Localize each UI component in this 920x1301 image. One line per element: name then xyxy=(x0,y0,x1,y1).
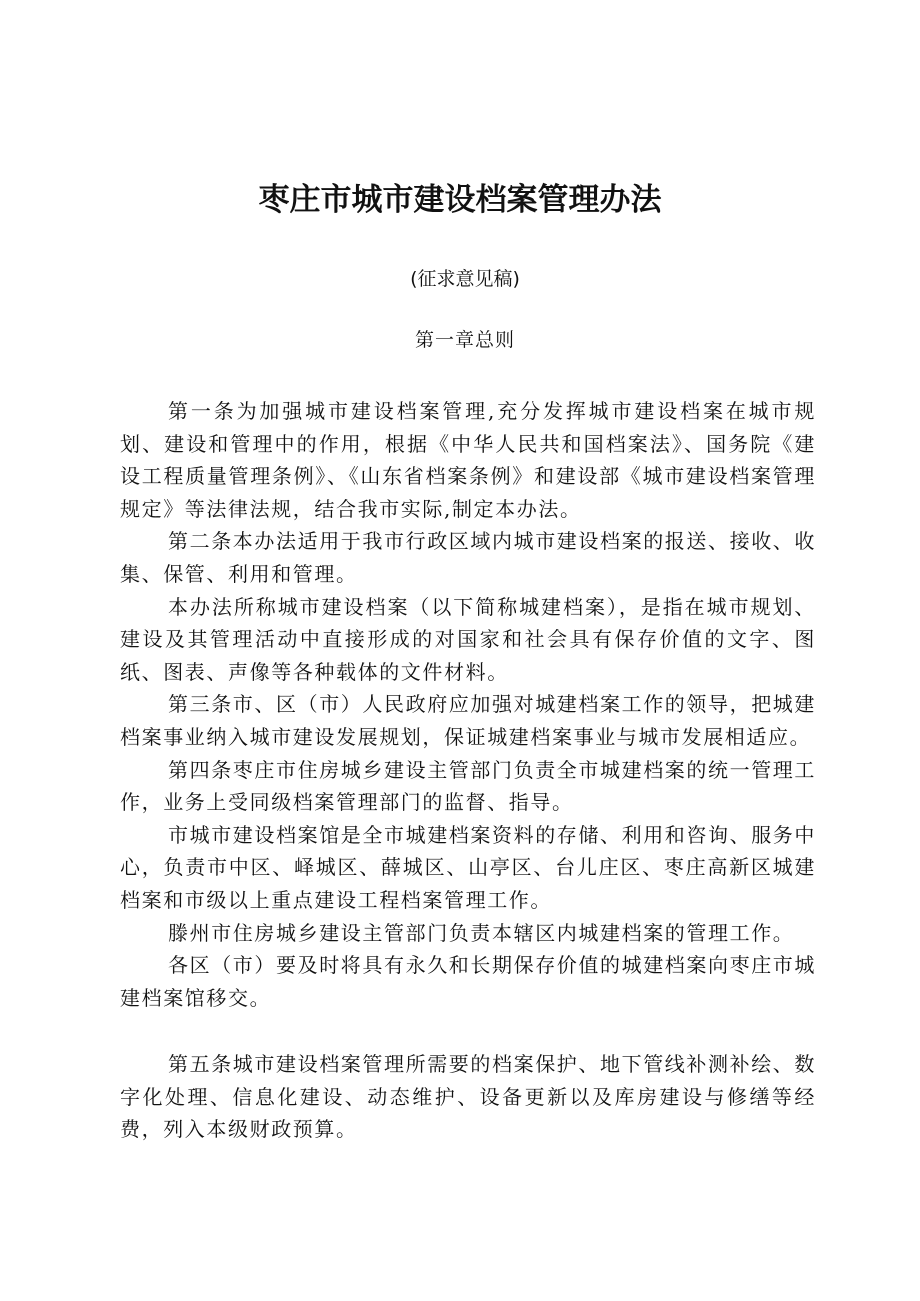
paragraph-article-3: 第三条市、区（市）人民政府应加强对城建档案工作的领导，把城建档案事业纳入城市建设发展规划，保证城建档案事业与城市发展相适应。 xyxy=(120,692,816,749)
paragraph-article-4: 第四条枣庄市住房城乡建设主管部门负责全市城建档案的统一管理工作，业务上受同级档案管理部门的监督、指导。 xyxy=(120,757,816,815)
document-body xyxy=(120,395,816,1146)
chapter-heading: 第一章总则 xyxy=(414,329,515,351)
paragraph-article-2: 第二条本办法适用于我市行政区域内城市建设档案的报送、接收、收集、保管、利用和管理。 xyxy=(120,529,816,586)
paragraph-transfer: 各区（市）要及时将具有永久和长期保存价值的城建档案向枣庄市城建档案馆移交。 xyxy=(120,953,816,1010)
document-title: 枣庄市城市建设档案管理办法 xyxy=(258,182,662,218)
paragraph-article-1: 第一条为加强城市建设档案管理,充分发挥城市建设档案在城市规划、建设和管理中的作用，根据《中华人民共和国档案法》、国务院《建设工程质量管理条例》、《山东省档案条例》和建设部《城市建设档案管理规定》等法律法规，结合我市实际,制定本办法。 xyxy=(120,399,816,521)
paragraph-article-5: 第五条城市建设档案管理所需要的档案保护、地下管线补测补绘、数字化处理、信息化建设、动态维护、设备更新以及库房建设与修缮等经费，列入本级财政预算。 xyxy=(120,1052,816,1142)
paragraph-definition: 本办法所称城市建设档案（以下简称城建档案），是指在城市规划、建设及其管理活动中直接形成的对国家和社会具有保存价值的文字、图纸、图表、声像等各种载体的文件材料。 xyxy=(120,594,816,684)
document-subtitle: (征求意见稿) xyxy=(410,268,520,290)
paragraph-archive-center: 市城市建设档案馆是全市城建档案资料的存储、利用和咨询、服务中心，负责市中区、峄城区、薛城区、山亭区、台儿庄区、枣庄高新区城建档案和市级以上重点建设工程档案管理工作。 xyxy=(120,822,816,912)
paragraph-tengzhou: 滕州市住房城乡建设主管部门负责本辖区内城建档案的管理工作。 xyxy=(168,920,795,945)
